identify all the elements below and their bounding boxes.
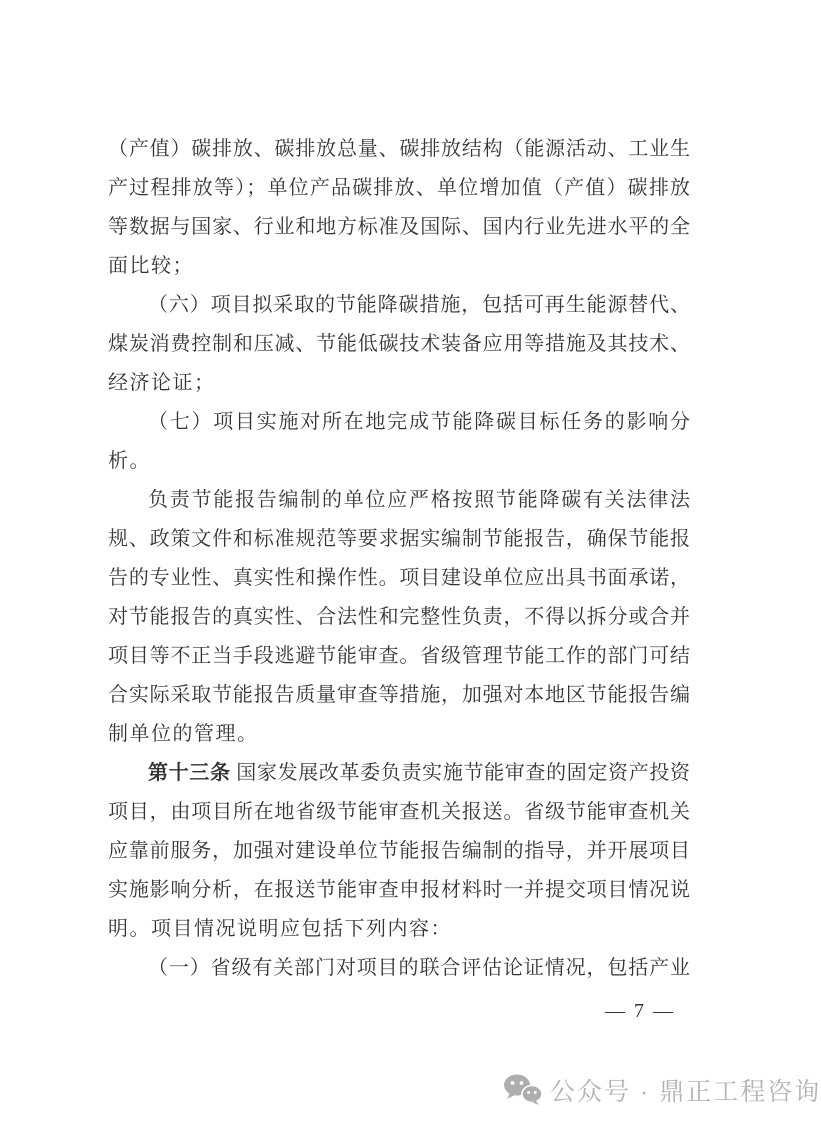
text-line: （一）省级有关部门对项目的联合评估论证情况，包括产业 [148,957,690,979]
text-line: 煤炭消费控制和压减、节能低碳技术装备应用等措施及其技术、 [108,333,690,355]
text-line: 析。 [108,450,151,472]
text-line-article-13 [108,754,690,793]
text-line: 应靠前服务，加强对建设单位节能报告编制的指导，并开展项目 [108,840,690,862]
text-line: 产过程排放等）；单位产品碳排放、单位增加值（产值）碳排放 [108,177,690,199]
article-number: 第十三条 [148,762,231,784]
text-line: 实施影响分析，在报送节能审查申报材料时一并提交项目情况说 [108,879,690,901]
wechat-icon [503,1073,543,1107]
text-line: 合实际采取节能报告质量审查等措施，加强对本地区节能报告编 [108,684,690,706]
text-line: 对节能报告的真实性、合法性和完整性负责，不得以拆分或合并 [108,606,690,628]
text-line: 面比较； [108,255,194,277]
text-line: 负责节能报告编制的单位应严格按照节能降碳有关法律法 [148,489,690,511]
text-line: （七）项目实施对所在地完成节能降碳目标任务的影响分 [148,411,690,433]
text-line: 告的专业性、真实性和操作性。项目建设单位应出具书面承诺， [108,567,690,589]
page-number: — 7 — [605,1000,675,1022]
text-line: 明。项目情况说明应包括下列内容： [108,918,452,940]
text-line: （六）项目拟采取的节能降碳措施，包括可再生能源替代、 [148,294,690,316]
text-line: 制单位的管理。 [108,723,259,745]
text-line: 等数据与国家、行业和地方标准及国际、国内行业先进水平的全 [108,216,690,238]
text-line: 项目，由项目所在地省级节能审查机关报送。省级节能审查机关 [108,801,690,823]
text-line: 项目等不正当手段逃避节能审查。省级管理节能工作的部门可结 [108,645,690,667]
text-line: 规、政策文件和标准规范等要求据实编制节能报告，确保节能报 [108,528,690,550]
watermark-footer [503,1072,821,1108]
watermark-text: 公众号 · 鼎正工程咨询 [550,1078,821,1106]
article-body: 国家发展改革委负责实施节能审查的固定资产投资 [230,762,691,784]
text-line: （产值）碳排放、碳排放总量、碳排放结构（能源活动、工业生 [108,138,690,160]
document-text [108,130,690,988]
text-line: 经济论证； [108,372,216,394]
